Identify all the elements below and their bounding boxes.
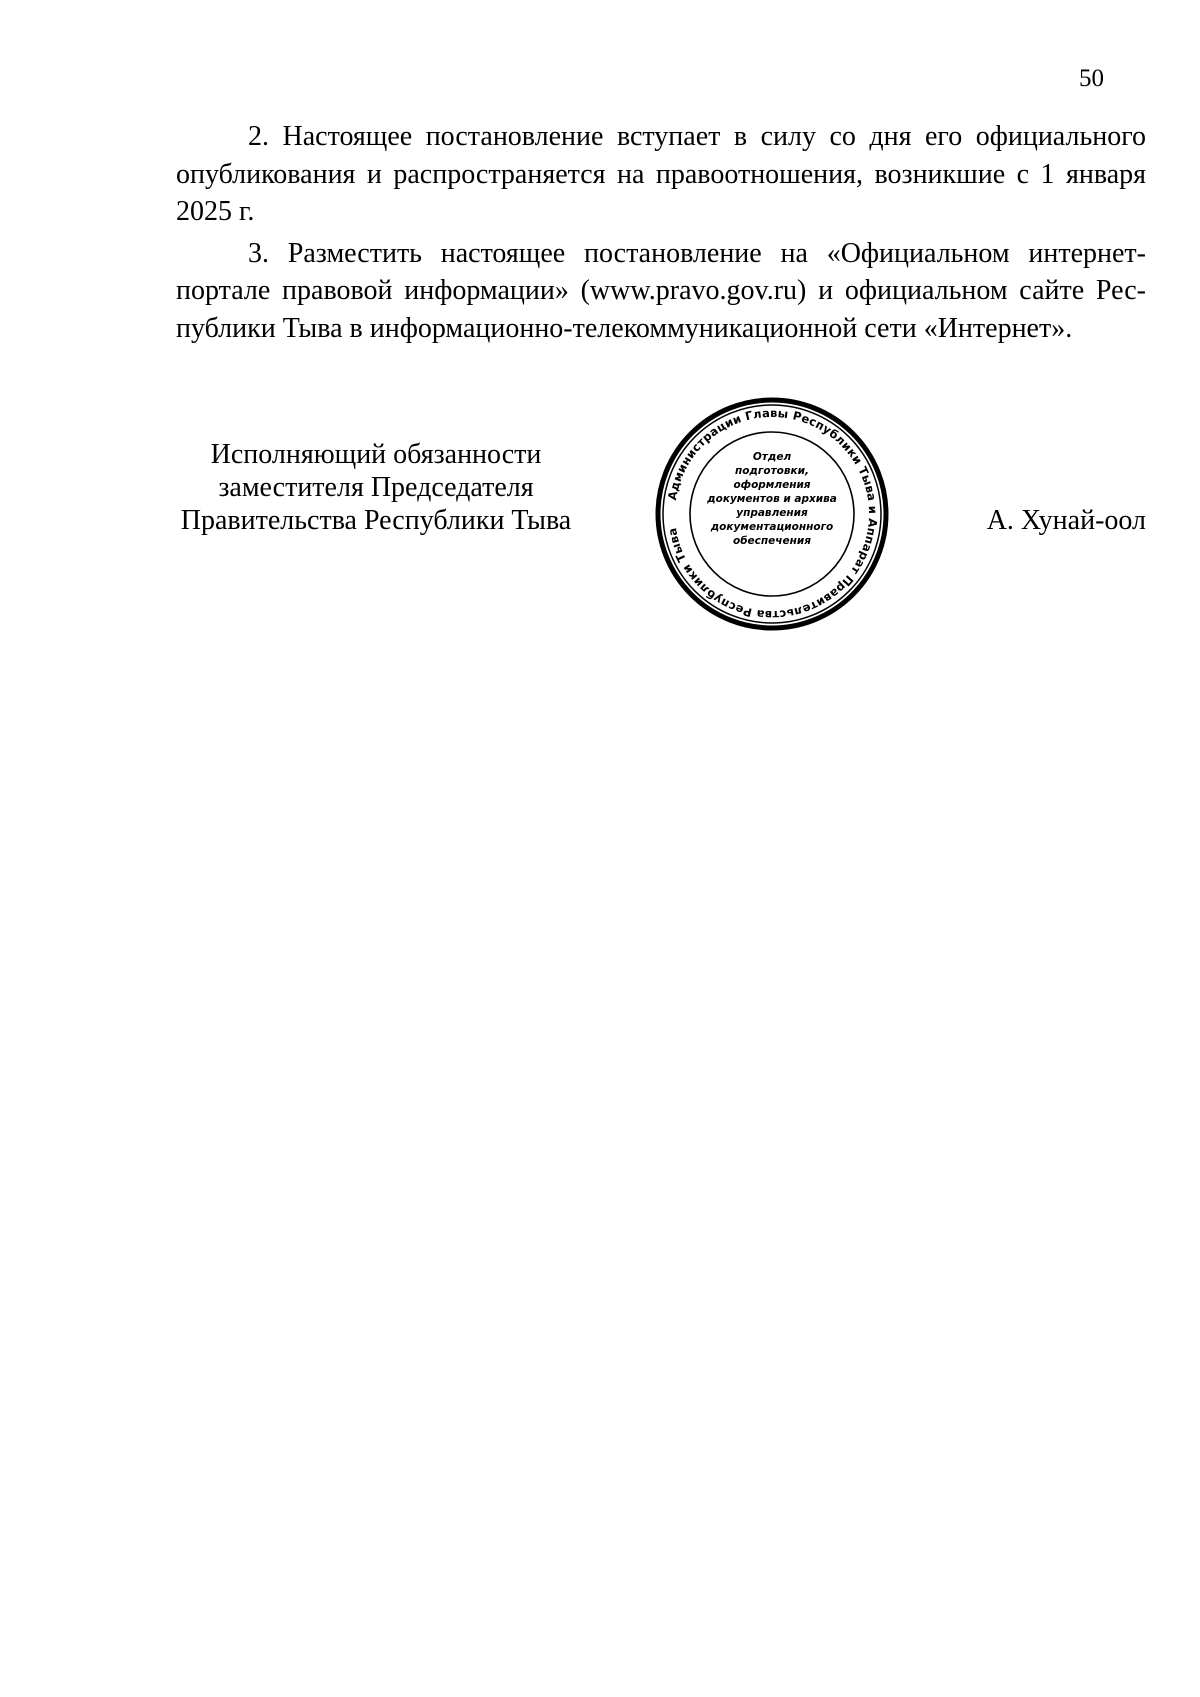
seal-center-line-5: управления	[736, 507, 808, 519]
paragraph-3: 3. Разместить настоящее постановление на «Официальном интернет-портале правовой информации» (www.pravo.gov.ru) и официальном сайте Республики Тыва в информационно-телекоммуникационной сети «Интернет».	[176, 237, 1146, 344]
document-body	[176, 118, 1146, 351]
paragraph-2: 2. Настоящее постановление вступает в силу со дня его официального опубликования и распространяется на правоотношения, возникшие с 1 января 2025 г.	[176, 121, 1146, 227]
seal-center-line-1: Отдел	[752, 451, 792, 463]
seal-ring-text: Администрации Главы Республики Тыва и Аппарат Правительства Республики Тыва	[664, 405, 881, 623]
seal-center-line-4: документов и архива	[707, 493, 837, 505]
seal-center-line-2: подготовки,	[734, 465, 810, 477]
signatory-position-line-1: Исполняющий обязанности	[210, 439, 542, 470]
official-seal	[654, 396, 890, 632]
seal-center-line-6: документационного	[710, 521, 834, 533]
page-number: 50	[1079, 65, 1104, 92]
signatory-position-line-2: заместителя Председателя	[218, 472, 534, 503]
seal-center-line-3: оформления	[733, 479, 811, 491]
seal-graphic	[654, 396, 890, 632]
signatory-position-line-3: Правительства Республики Тыва	[180, 505, 572, 536]
signatory-position	[176, 438, 576, 537]
signatory-name: А. Хунай-оол	[986, 505, 1146, 536]
seal-center-line-7: обеспечения	[733, 535, 811, 547]
